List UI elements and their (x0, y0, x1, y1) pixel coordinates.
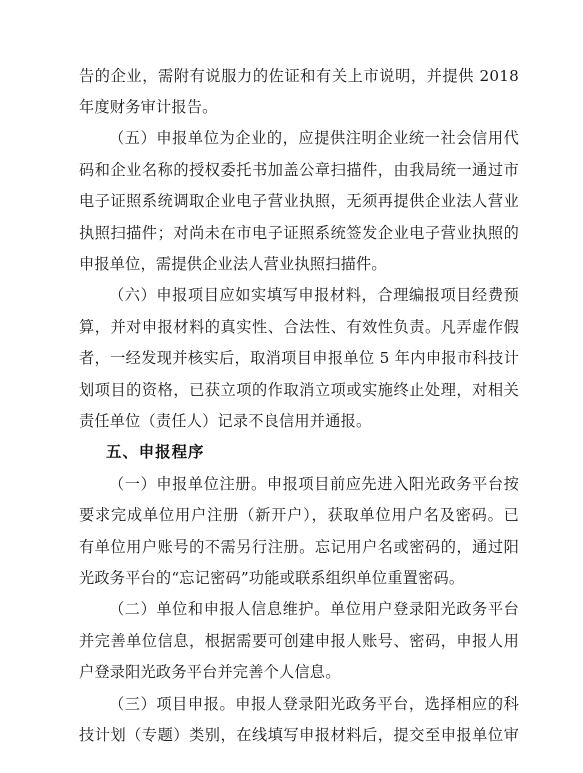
text-line: 年度财务审计报告。 (79, 98, 218, 116)
text-line: 光政务平台的“忘记密码”功能或联系组织单位重置密码。 (79, 569, 465, 587)
text-line: （六）申报项目应如实填写申报材料，合理编报项目经费预 (109, 286, 519, 304)
text-line: 户登录阳光政务平台并完善个人信息。 (79, 663, 341, 681)
text-line: 告的企业，需附有说服力的佐证和有关上市说明，并提供 2018 (79, 67, 519, 85)
text-line: 执照扫描件；对尚未在市电子证照系统签发企业电子营业执照的 (79, 224, 519, 242)
section-heading: 五、申报程序 (106, 443, 205, 461)
text-line: 划项目的资格，已获立项的作取消立项或实施终止处理，对相关 (79, 381, 519, 399)
text-line: （一）申报单位注册。申报项目前应先进入阳光政务平台按 (109, 475, 519, 493)
text-line: 要求完成单位用户注册（新开户），获取单位用户名及密码。已 (79, 506, 519, 524)
text-line: （二）单位和申报人信息维护。单位用户登录阳光政务平台 (109, 600, 519, 618)
text-line: （三）项目申报。申报人登录阳光政务平台，选择相应的科 (109, 695, 519, 713)
text-line: 并完善单位信息，根据需要可创建申报人账号、密码，申报人用 (79, 632, 519, 650)
text-line: 算，并对申报材料的真实性、合法性、有效性负责。凡弄虚作假 (79, 318, 519, 336)
text-line: 申报单位，需提供企业法人营业执照扫描件。 (79, 255, 387, 273)
text-line: 有单位用户账号的不需另行注册。忘记用户名或密码的，通过阳 (79, 538, 519, 556)
text-line: 责任单位（责任人）记录不良信用并通报。 (79, 412, 372, 430)
text-line: 电子证照系统调取企业电子营业执照，无须再提供企业法人营业 (79, 192, 519, 210)
text-line: （五）申报单位为企业的，应提供注明企业统一社会信用代 (109, 129, 519, 147)
text-line: 技计划（专题）类别，在线填写申报材料后，提交至申报单位审 (79, 726, 519, 744)
text-line: 者，一经发现并核实后，取消项目申报单位 5 年内申报市科技计 (79, 349, 519, 367)
text-line: 码和企业名称的授权委托书加盖公章扫描件，由我局统一通过市 (79, 161, 519, 179)
